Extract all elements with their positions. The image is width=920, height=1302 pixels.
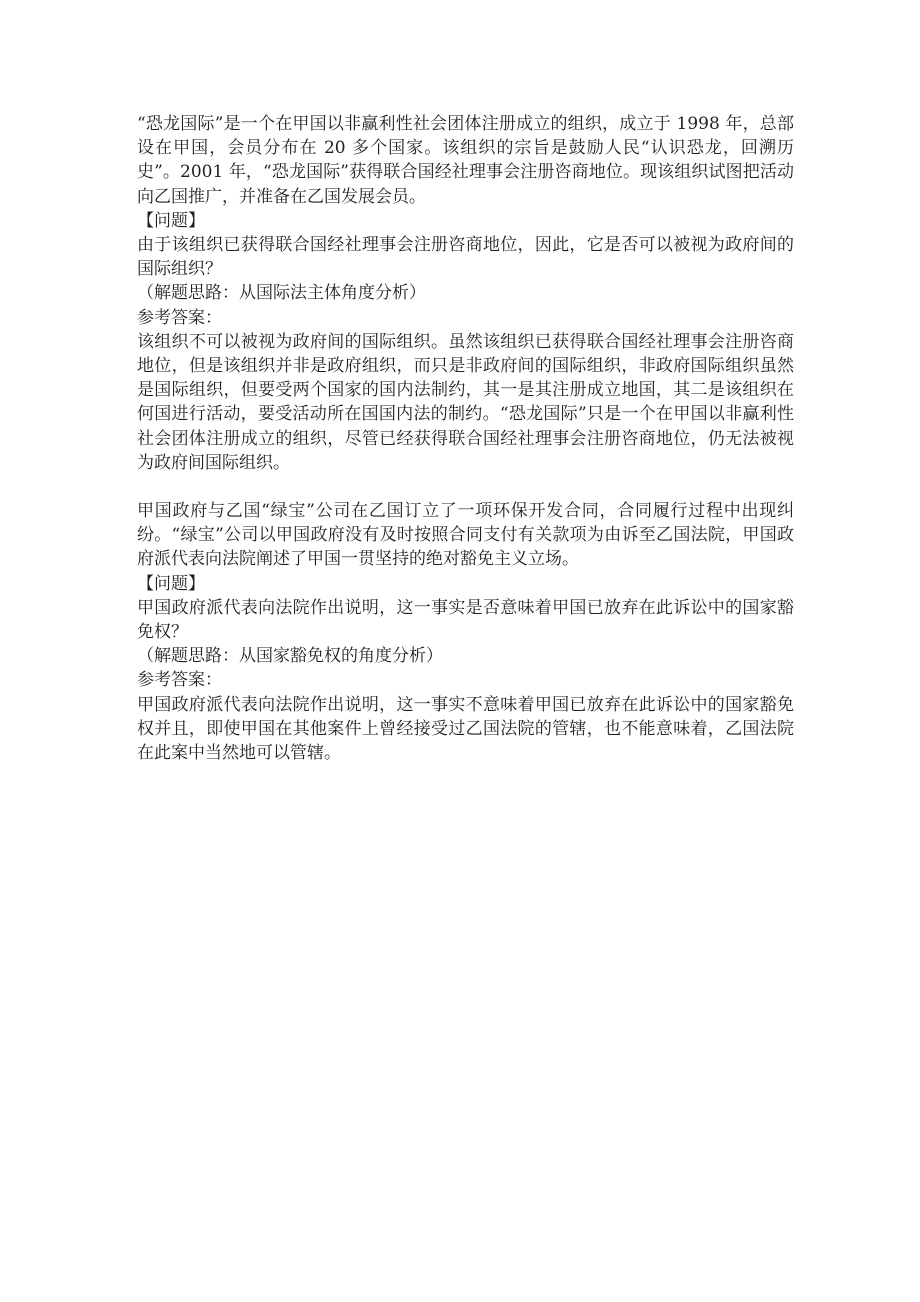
case-1-facts-paragraph: “恐龙国际”是一个在甲国以非赢利性社会团体注册成立的组织，成立于 1998 年，总部设在甲国，会员分布在 20 多个国家。该组织的宗旨是鼓励人民“认识恐龙，回溯历史”。2001 年，“恐龙国际”获得联合国经社理事会注册咨商地位。现该组织试图把活动向乙国推广，并准备在乙国发展会员。 xyxy=(137,114,794,207)
case-1-problem-header: 【问题】 xyxy=(137,210,205,231)
section-spacer xyxy=(137,475,794,499)
case-2-answer: 甲国政府派代表向法院作出说明，这一事实不意味着甲国已放弃在此诉讼中的国家豁免权并且，即使甲国在其他案件上曾经接受过乙国法院的管辖，也不能意味着，乙国法院在此案中当然地可以管辖。 xyxy=(137,694,794,764)
case-2-problem-header: 【问题】 xyxy=(137,573,205,594)
case-1-question: 由于该组织已获得联合国经社理事会注册咨商地位，因此，它是否可以被视为政府间的国际组织？ xyxy=(137,235,794,280)
case-2-facts-paragraph: 甲国政府与乙国“绿宝”公司在乙国订立了一项环保开发合同，合同履行过程中出现纠纷。“绿宝”公司以甲国政府没有及时按照合同支付有关款项为由诉至乙国法院，甲国政府派代表向法院阐述了甲国一贯坚持的绝对豁免主义立场。 xyxy=(137,501,794,570)
document-content xyxy=(137,112,794,765)
case-1-hint: （解题思路：从国际法主体角度分析） xyxy=(137,283,426,304)
case-2-hint: （解题思路：从国家豁免权的角度分析） xyxy=(137,646,443,667)
case-2-answer-label: 参考答案： xyxy=(137,670,222,691)
case-1-answer: 该组织不可以被视为政府间的国际组织。虽然该组织已获得联合国经社理事会注册咨商地位，但是该组织并非是政府组织，而只是非政府间的国际组织，非政府国际组织虽然是国际组织，但要受两个国家的国内法制约，其一是其注册成立地国，其二是该组织在何国进行活动，要受活动所在国国内法的制约。“恐龙国际”只是一个在甲国以非赢利性社会团体注册成立的组织，尽管已经获得联合国经社理事会注册咨商地位，仍无法被视为政府间国际组织。 xyxy=(137,331,794,473)
case-1-answer-label: 参考答案： xyxy=(137,307,222,328)
case-2-question: 甲国政府派代表向法院作出说明，这一事实是否意味着甲国已放弃在此诉讼中的国家豁免权？ xyxy=(137,597,794,643)
